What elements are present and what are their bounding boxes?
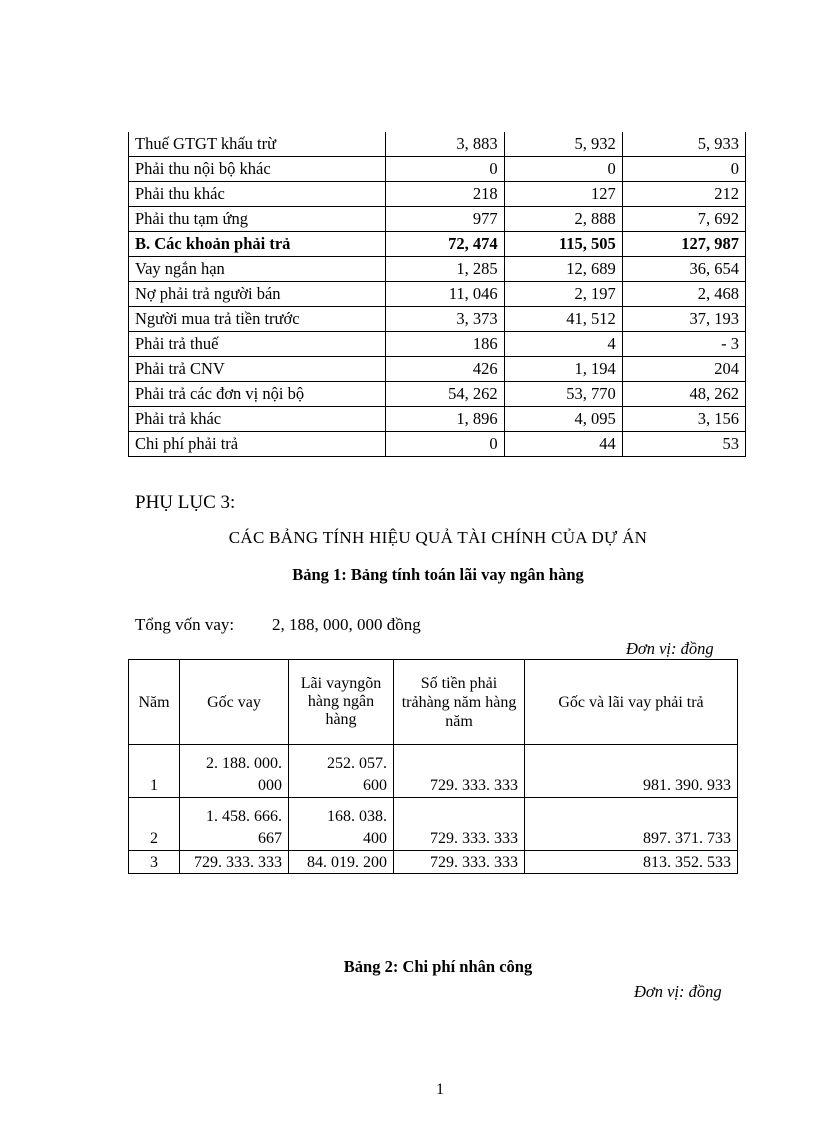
table-row xyxy=(129,207,746,232)
table-row xyxy=(129,382,746,407)
appendix-subtitle: CÁC BẢNG TÍNH HIỆU QUẢ TÀI CHÍNH CỦA DỰ ÁN xyxy=(228,528,648,547)
table-row xyxy=(129,182,746,207)
unit-label: Đơn vị: đồng xyxy=(626,639,714,658)
loan-interest-table xyxy=(128,659,738,874)
value-col-1: 186 xyxy=(385,332,504,357)
table-row xyxy=(129,307,746,332)
value-col-3: 53 xyxy=(622,432,745,457)
value-col-2: 12, 689 xyxy=(504,257,622,282)
header-interest: Lãi vayngõn hàng ngân hàng xyxy=(289,660,394,745)
row-label: Thuế GTGT khấu trừ xyxy=(129,132,386,157)
row-label: Người mua trả tiền trước xyxy=(129,307,386,332)
table-row xyxy=(129,332,746,357)
row-label: B. Các khoản phải trả xyxy=(129,232,386,257)
value-col-1: 72, 474 xyxy=(385,232,504,257)
total-cell: 981. 390. 933 xyxy=(525,745,738,798)
value-col-3: 0 xyxy=(622,157,745,182)
table-row xyxy=(129,745,738,798)
value-col-1: 0 xyxy=(385,432,504,457)
table-row xyxy=(129,798,738,851)
value-col-1: 3, 373 xyxy=(385,307,504,332)
page-number: 1 xyxy=(436,1081,444,1098)
value-col-2: 0 xyxy=(504,157,622,182)
value-col-2: 53, 770 xyxy=(504,382,622,407)
value-col-3: 48, 262 xyxy=(622,382,745,407)
table-row xyxy=(129,357,746,382)
total-cell: 813. 352. 533 xyxy=(525,851,738,874)
table-row xyxy=(129,432,746,457)
unit-label-2: Đơn vị: đồng xyxy=(634,982,722,1001)
principal-cell: 2. 188. 000. 000 xyxy=(180,745,289,798)
table-row xyxy=(129,132,746,157)
value-col-2: 127 xyxy=(504,182,622,207)
table-row xyxy=(129,257,746,282)
payment-cell: 729. 333. 333 xyxy=(394,745,525,798)
value-col-3: 37, 193 xyxy=(622,307,745,332)
table-row xyxy=(129,157,746,182)
value-col-1: 1, 285 xyxy=(385,257,504,282)
table-row xyxy=(129,282,746,307)
value-col-3: 5, 933 xyxy=(622,132,745,157)
receivables-payables-table xyxy=(128,132,746,457)
row-label: Phải thu tạm ứng xyxy=(129,207,386,232)
table-row xyxy=(129,851,738,874)
table1-title: Bảng 1: Bảng tính toán lãi vay ngân hàng xyxy=(292,565,584,584)
value-col-3: 3, 156 xyxy=(622,407,745,432)
value-col-2: 1, 194 xyxy=(504,357,622,382)
table-row xyxy=(129,232,746,257)
year-cell: 1 xyxy=(129,745,180,798)
row-label: Phải trả khác xyxy=(129,407,386,432)
row-label: Phải thu khác xyxy=(129,182,386,207)
table-header-row xyxy=(129,660,738,745)
value-col-1: 11, 046 xyxy=(385,282,504,307)
value-col-2: 4, 095 xyxy=(504,407,622,432)
value-col-2: 5, 932 xyxy=(504,132,622,157)
principal-cell: 1. 458. 666. 667 xyxy=(180,798,289,851)
value-col-2: 115, 505 xyxy=(504,232,622,257)
value-col-3: 212 xyxy=(622,182,745,207)
header-total-due: Gốc và lãi vay phải trả xyxy=(525,660,738,745)
total-cell: 897. 371. 733 xyxy=(525,798,738,851)
value-col-3: 36, 654 xyxy=(622,257,745,282)
value-col-1: 1, 896 xyxy=(385,407,504,432)
row-label: Phải trả các đơn vị nội bộ xyxy=(129,382,386,407)
row-label: Chi phí phải trả xyxy=(129,432,386,457)
value-col-3: - 3 xyxy=(622,332,745,357)
row-label: Phải thu nội bộ khác xyxy=(129,157,386,182)
interest-cell: 84. 019. 200 xyxy=(289,851,394,874)
value-col-1: 54, 262 xyxy=(385,382,504,407)
payment-cell: 729. 333. 333 xyxy=(394,798,525,851)
header-year: Năm xyxy=(129,660,180,745)
row-label: Nợ phải trả người bán xyxy=(129,282,386,307)
value-col-1: 218 xyxy=(385,182,504,207)
value-col-3: 2, 468 xyxy=(622,282,745,307)
interest-cell: 252. 057. 600 xyxy=(289,745,394,798)
year-cell: 3 xyxy=(129,851,180,874)
row-label: Phải trả CNV xyxy=(129,357,386,382)
value-col-3: 204 xyxy=(622,357,745,382)
header-principal: Gốc vay xyxy=(180,660,289,745)
header-annual-payment: Số tiền phải trảhàng năm hàng năm xyxy=(394,660,525,745)
principal-cell: 729. 333. 333 xyxy=(180,851,289,874)
value-col-2: 2, 197 xyxy=(504,282,622,307)
interest-cell: 168. 038. 400 xyxy=(289,798,394,851)
value-col-1: 3, 883 xyxy=(385,132,504,157)
table2-title: Bảng 2: Chi phí nhân công xyxy=(343,957,533,976)
value-col-2: 41, 512 xyxy=(504,307,622,332)
value-col-2: 4 xyxy=(504,332,622,357)
value-col-1: 426 xyxy=(385,357,504,382)
row-label: Vay ngắn hạn xyxy=(129,257,386,282)
loan-total-label: Tổng vốn vay: xyxy=(135,615,235,634)
value-col-3: 127, 987 xyxy=(622,232,745,257)
loan-total-value: 2, 188, 000, 000 đồng xyxy=(272,615,421,634)
value-col-2: 2, 888 xyxy=(504,207,622,232)
row-label: Phải trả thuế xyxy=(129,332,386,357)
appendix-heading: PHỤ LỤC 3: xyxy=(135,492,236,513)
value-col-3: 7, 692 xyxy=(622,207,745,232)
year-cell: 2 xyxy=(129,798,180,851)
value-col-2: 44 xyxy=(504,432,622,457)
value-col-1: 977 xyxy=(385,207,504,232)
table-row xyxy=(129,407,746,432)
value-col-1: 0 xyxy=(385,157,504,182)
payment-cell: 729. 333. 333 xyxy=(394,851,525,874)
